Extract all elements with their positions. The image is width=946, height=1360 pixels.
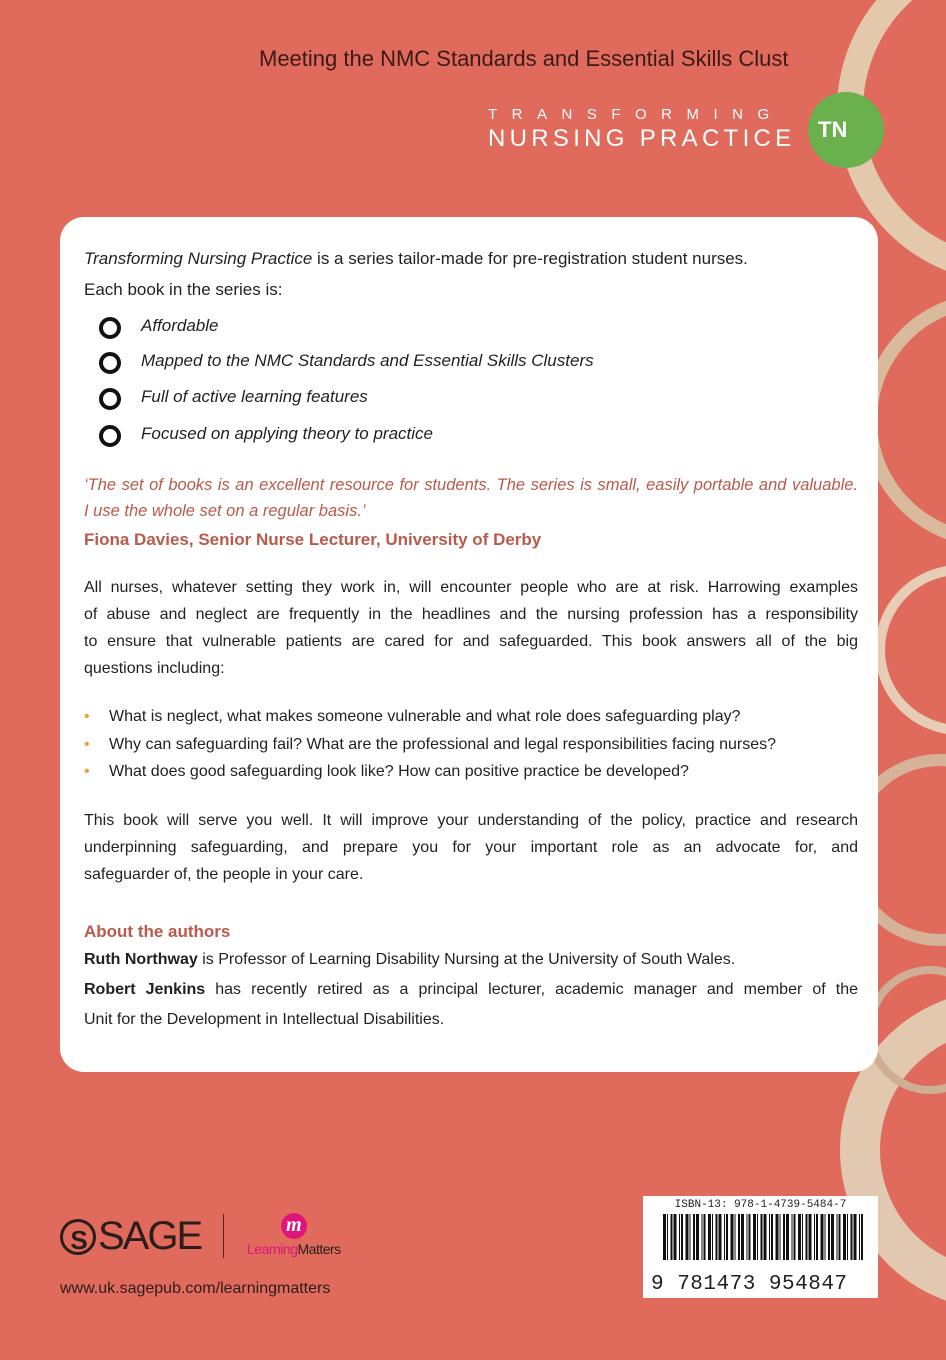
series-tagline: Meeting the NMC Standards and Essential Skills Clust [259,46,789,71]
barcode-bar [821,1214,824,1260]
barcode-bar [726,1214,728,1260]
barcode-bar [837,1214,838,1260]
intro-line [84,249,858,269]
circle-bullet-icon [99,425,121,447]
barcode-bar [704,1214,706,1260]
barcode-bar [798,1214,801,1260]
lm-word-b: Matters [297,1241,341,1257]
barcode-bar [681,1214,683,1260]
bullet-icon: • [84,763,90,780]
barcode-bar [719,1214,722,1260]
barcode-bar [814,1214,815,1260]
barcode-bars [655,1214,867,1278]
description-line: All nurses, whatever setting they work in, will encounter people who are at risk. Harrowing examples [84,579,858,596]
barcode-bar [847,1214,848,1260]
barcode-bar [747,1214,748,1260]
barcode-bar [686,1214,689,1260]
barcode-bar [792,1214,793,1260]
barcode-bar [753,1214,756,1260]
closing-line: This book will serve you well. It will improve your understanding of the policy, practice and research [84,812,858,829]
circle-bullet-icon [99,352,121,374]
barcode-bar [764,1214,767,1260]
logo-divider [223,1214,224,1258]
circle-bullet-icon [99,388,121,410]
barcode-bar [776,1214,779,1260]
barcode-bar [828,1214,830,1260]
barcode-bar [816,1214,818,1260]
barcode-bar [735,1214,736,1260]
barcode-bar [859,1214,860,1260]
sage-logo [60,1214,201,1259]
barcode-bar [724,1214,725,1260]
author-2-line-2: Unit for the Development in Intellectual Disabilities. [84,1011,445,1028]
barcode-bar [831,1214,834,1260]
barcode-bar [780,1214,781,1260]
isbn-barcode [643,1196,878,1298]
author-2 [84,981,858,999]
barcode-bar [696,1214,699,1260]
feature-label: Mapped to the NMC Standards and Essential Skills Clusters [141,351,594,370]
sage-wordmark: SAGE [98,1214,202,1258]
barcode-bar [712,1214,713,1260]
series-title: Transforming Nursing Practice [84,249,313,268]
feature-label: Focused on applying theory to practice [141,424,434,443]
barcode-bar [761,1214,763,1260]
circle-bullet-icon [99,317,121,339]
barcode-bar [851,1214,853,1260]
barcode-bar [693,1214,695,1260]
lm-word-a: Learning [247,1241,298,1257]
barcode-bar [702,1214,703,1260]
quote-line: I use the whole set on a regular basis.’ [84,502,366,520]
barcode-bar [854,1214,857,1260]
barcode-bar [861,1214,863,1260]
question-text: What does good safeguarding look like? How can positive practice be developed? [109,763,689,780]
barcode-bar [738,1214,740,1260]
barcode-bar [806,1214,808,1260]
brand-line-2: NURSING PRACTICE [488,125,796,152]
author-1 [84,951,858,969]
quote-attribution: Fiona Davies, Senior Nurse Lecturer, University of Derby [84,530,542,549]
author-bio: has recently retired as a principal lecturer, academic manager and member of the [205,981,858,998]
author-name: Ruth Northway [84,951,198,968]
author-bio: is Professor of Learning Disability Nursing at the University of South Wales. [197,951,736,968]
barcode-bar [843,1214,846,1260]
barcode-bar [690,1214,691,1260]
description-line: questions including: [84,660,225,677]
isbn-label: ISBN-13: 978-1-4739-5484-7 [674,1199,847,1211]
barcode-bar [783,1214,785,1260]
barcode-bar [708,1214,711,1260]
bullet-icon: • [84,708,90,725]
intro-line-2: Each book in the series is: [84,280,283,299]
series-badge: TN [808,92,884,168]
barcode-bar [794,1214,796,1260]
barcode-bar [741,1214,744,1260]
barcode-number: 9 781473 954847 [651,1273,848,1296]
barcode-bar [839,1214,841,1260]
feature-label: Affordable [141,316,219,335]
description-line: of abuse and neglect are frequently in the headlines and the nursing profession has a responsibility [84,606,858,623]
barcode-bar [757,1214,758,1260]
barcode-bar [731,1214,734,1260]
barcode-bar [771,1214,773,1260]
barcode-bar [749,1214,751,1260]
bullet-icon: • [84,736,90,753]
learning-matters-logo [247,1213,341,1257]
brand-line-1: TRANSFORMING [488,106,784,123]
intro-text: is a series tailor-made for pre-registration student nurses. [312,249,748,268]
series-brand [488,106,796,153]
lm-badge: m [281,1213,307,1239]
sage-s-icon: S [60,1219,96,1255]
barcode-bar [679,1214,680,1260]
barcode-bar [786,1214,789,1260]
question-text: What is neglect, what makes someone vulnerable and what role does safeguarding play? [109,708,741,725]
description-line: to ensure that vulnerable patients are cared for and safeguarded. This book answers all of the big [84,633,858,650]
closing-line: underpinning safeguarding, and prepare you for your important role as an advocate for, and [84,839,858,856]
closing-line: safeguarder of, the people in your care. [84,866,364,883]
barcode-bar [825,1214,826,1260]
feature-label: Full of active learning features [141,387,368,406]
barcode-bar [716,1214,718,1260]
quote-line: ‘The set of books is an excellent resource for students. The series is small, easily portable and valuable. [84,476,858,494]
barcode-bar [809,1214,812,1260]
publisher-url[interactable]: www.uk.sagepub.com/learningmatters [60,1280,331,1297]
barcode-bar [769,1214,770,1260]
author-name: Robert Jenkins [84,981,206,998]
barcode-bar [667,1214,668,1260]
barcode-bar [674,1214,677,1260]
barcode-bar [802,1214,803,1260]
barcode-bar [671,1214,673,1260]
barcode-bar [663,1214,666,1260]
about-heading: About the authors [84,922,231,941]
question-text: Why can safeguarding fail? What are the professional and legal responsibilities facing nurses? [109,736,777,753]
